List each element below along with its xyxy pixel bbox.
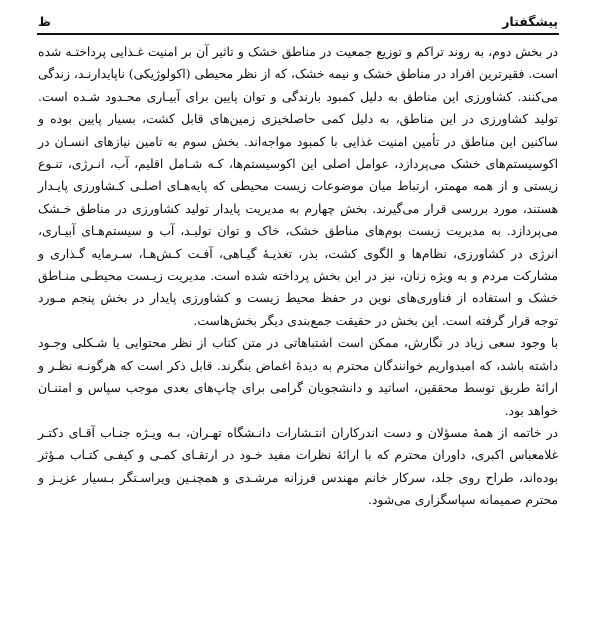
paragraph-errata-note: با وجود سعی زیاد در نگارش، ممکن است اشتباهاتی در متن کتاب از نظر محتوایی یا شـکلی وجـود داشته باشد، که امیدواریم خوانندگان محترم به دیدهٔ اغماض بنگرند. قابل ذکر است که هرگونـه نظـر و ارائهٔ طریق توسط محققین، اساتید و دانشجویان گرامی برای چاپ‌های بعدی موجب سپاس و امتنـان خواهد بود. — [38, 336, 558, 418]
body-text — [38, 41, 558, 512]
header-rule — [37, 33, 559, 35]
header-title: پیشگفتار — [502, 13, 558, 29]
paragraph-acknowledgements: در خاتمه از همهٔ مسؤلان و دست اندرکاران انتـشارات دانـشگاه تهـران، بـه ویـژه جنـاب آقـای دکتـر غلامعباس اکبری، داوران محترم که با ارائهٔ نظرات مفید خـود در ارتقـای کمـی و کیفـی کتـاب مـؤثر بوده‌اند، طراح روی جلد، سرکار خانم مهندس فرزانه مرشـدی و همچنـین ویراسـتگر بـسیار عزیـز و محترم صمیمانه سپاسگزاری می‌شود. — [38, 425, 558, 508]
page-number: ظ — [38, 13, 51, 29]
paragraph-sections-overview: در بخش دوم، به روند تراکم و توزیع جمعیت در مناطق خشک و تاثیر آن بر امنیت غـذایی پرداختـه شده است. فقیرترین افراد در مناطق خشک و نیمه خشک، که از نظر محیطی (اکولوژیکی) ناپایدارنـد، زندگی می‌کنند. کشاورزی این مناطق به دلیل کمبود بارندگی و توان پایین برای آبیـاری محـدود شـده است. تولید کشاورزی در این مناطق، به دلیل کمی حاصلخیزی زمین‌های قابل کشت، بسیار پایین بوده و ساکنین این مناطق در تأمین امنیت غذایی با کمبود مواجه‌اند. بخش سوم به تامین نیازهای انسـان در اکوسیستم‌های خشک می‌پردازد، عوامل اصلی این اکوسیستم‌ها، کـه شـامل اقلیم، آب، انـرژی، تنـوع زیستی و از همه مهمتر، ارتباط میان موضوعات زیست محیطی که پایه‌هـای اصلـی کـشاورزی پایـدار هستند، مورد بررسی قرار می‌گیرند. بخش چهارم به مدیریت پایدار تولید کشاورزی در مناطق خـشک می‌پردازد. به مدیریت زیست بوم‌های مناطق خشک، خاک و توان تولیـد، آب و سیستم‌هـای آبیـاری، انرژی در کشاورزی، نظام‌ها و الگوی کشت، بذر، تغذیـهٔ گیـاهی، آفـت کـش‌هـا، سـرمایه گـذاری و مشارکت مردم و به ویژه زنان، نیز در این بخش پرداخته شده است. مدیریت زیـست محیطـی منـاطق خشک و استفاده از فناوری‌های نوین در حفظ محیط زیست و کشاورزی پایدار در بخش پنجم مـورد توجه قرار گرفته است. این بخش در حقیقت جمع‌بندی دیگر بخش‌هاست. — [38, 45, 558, 328]
running-header — [38, 8, 558, 34]
